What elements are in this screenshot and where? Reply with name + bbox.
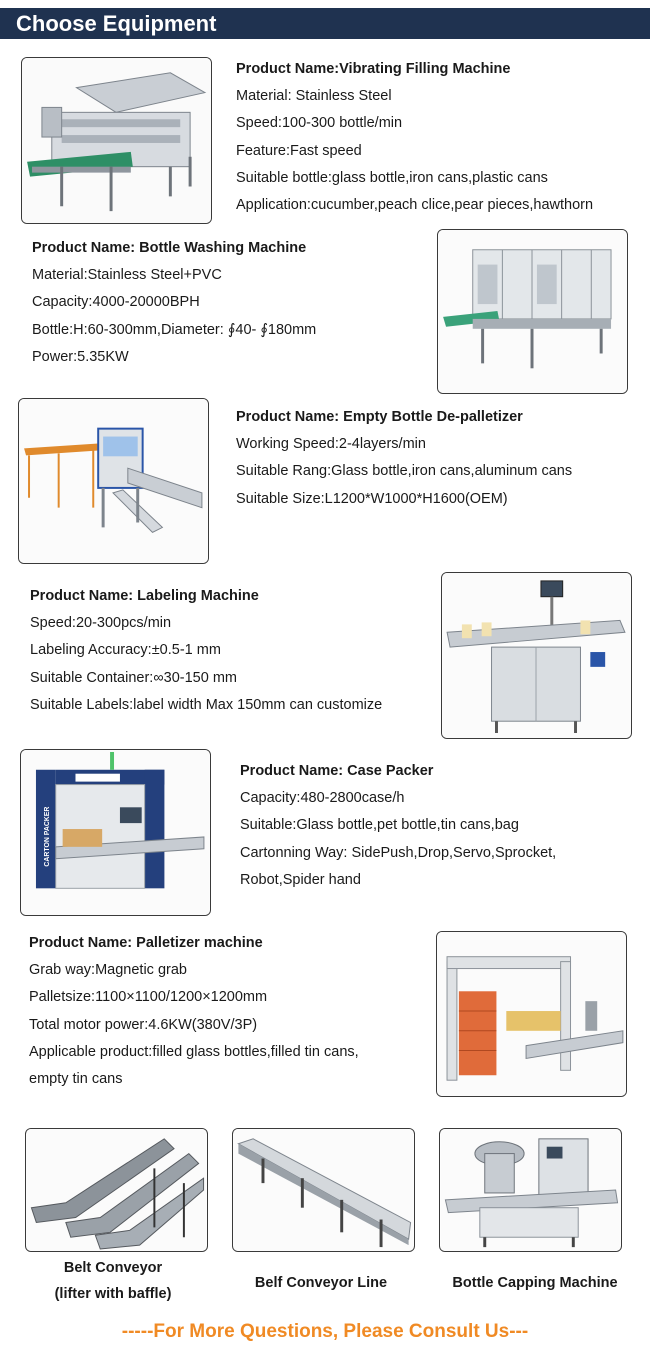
caption-line: Belf Conveyor Line [254,1275,388,1291]
gallery-caption [0,1255,226,1307]
spec-line: Speed:20-300pcs/min [30,615,172,632]
product-specs [30,583,382,719]
product-name: Product Name: Bottle Washing Machine [32,240,307,256]
spec-line: Suitable bottle:glass bottle,iron cans,plastic cans [236,169,548,186]
consult-footer: -----For More Questions, Please Consult Us--- [121,1321,529,1342]
product-name: Product Name: Case Packer [240,763,434,779]
spec-line: Labeling Accuracy:±0.5-1 mm [30,642,221,659]
caption-line: (lifter with baffle) [54,1286,172,1302]
caption-line: Belt Conveyor [63,1260,163,1276]
product-name: Product Name: Palletizer machine [29,935,263,951]
spec-line: Total motor power:4.6KW(380V/3P) [29,1016,258,1033]
labeling-machine-photo [441,572,632,739]
section-header [0,8,650,39]
product-specs [240,758,556,894]
spec-line: Applicable product:filled glass bottles,filled tin cans, [29,1043,359,1060]
spec-line: Working Speed:2-4layers/min [236,436,426,453]
product-specs [32,235,316,371]
spec-line: Application:cucumber,peach clice,pear pieces,hawthorn [236,197,594,214]
spec-line: Feature:Fast speed [236,142,362,159]
vibrating-filling-machine-photo [21,57,212,224]
conveyor-line-photo [232,1128,415,1252]
spec-line: Capacity:4000-20000BPH [32,294,200,311]
product-name: Product Name: Empty Bottle De-palletizer [236,409,523,425]
product-specs [236,404,572,513]
spec-line: Suitable Rang:Glass bottle,iron cans,aluminum cans [236,463,573,480]
product-name: Product Name:Vibrating Filling Machine [236,61,511,77]
product-specs [236,56,593,219]
bottle-washing-machine-photo [437,229,628,394]
spec-line: Bottle:H:60-300mm,Diameter: ∮40- ∮180mm [32,321,317,338]
spec-line: Robot,Spider hand [240,871,361,888]
product-specs [29,930,359,1093]
spec-line: Suitable Size:L1200*W1000*H1600(OEM) [236,490,508,507]
belt-conveyor-photo [25,1128,208,1252]
capping-machine-photo [439,1128,622,1252]
spec-line: Grab way:Magnetic grab [29,962,187,979]
depalletizer-photo [18,398,209,564]
spec-line: Power:5.35KW [32,348,129,365]
spec-line: Material:Stainless Steel+PVC [32,267,222,284]
section-title: Choose Equipment [16,11,217,36]
spec-line: Palletsize:1100×1100/1200×1200mm [29,989,268,1006]
spec-line: Capacity:480-2800case/h [240,790,405,807]
gallery-caption [210,1270,432,1296]
gallery-caption [420,1270,650,1296]
spec-line: Suitable:Glass bottle,pet bottle,tin cans,bag [240,817,519,834]
spec-line: Suitable Container:∞30-150 mm [30,669,238,686]
case-packer-label: CARTON PACKER [43,806,51,867]
spec-line: empty tin cans [29,1071,123,1088]
spec-line: Suitable Labels:label width Max 150mm can customize [30,696,383,713]
spec-line: Material: Stainless Steel [236,88,392,105]
spec-line: Speed:100-300 bottle/min [236,115,403,132]
spec-line: Cartonning Way: SidePush,Drop,Servo,Sprocket, [240,844,557,861]
case-packer-photo [20,749,211,916]
product-name: Product Name: Labeling Machine [30,588,259,604]
palletizer-machine-photo [436,931,627,1097]
caption-line: Bottle Capping Machine [452,1275,618,1291]
